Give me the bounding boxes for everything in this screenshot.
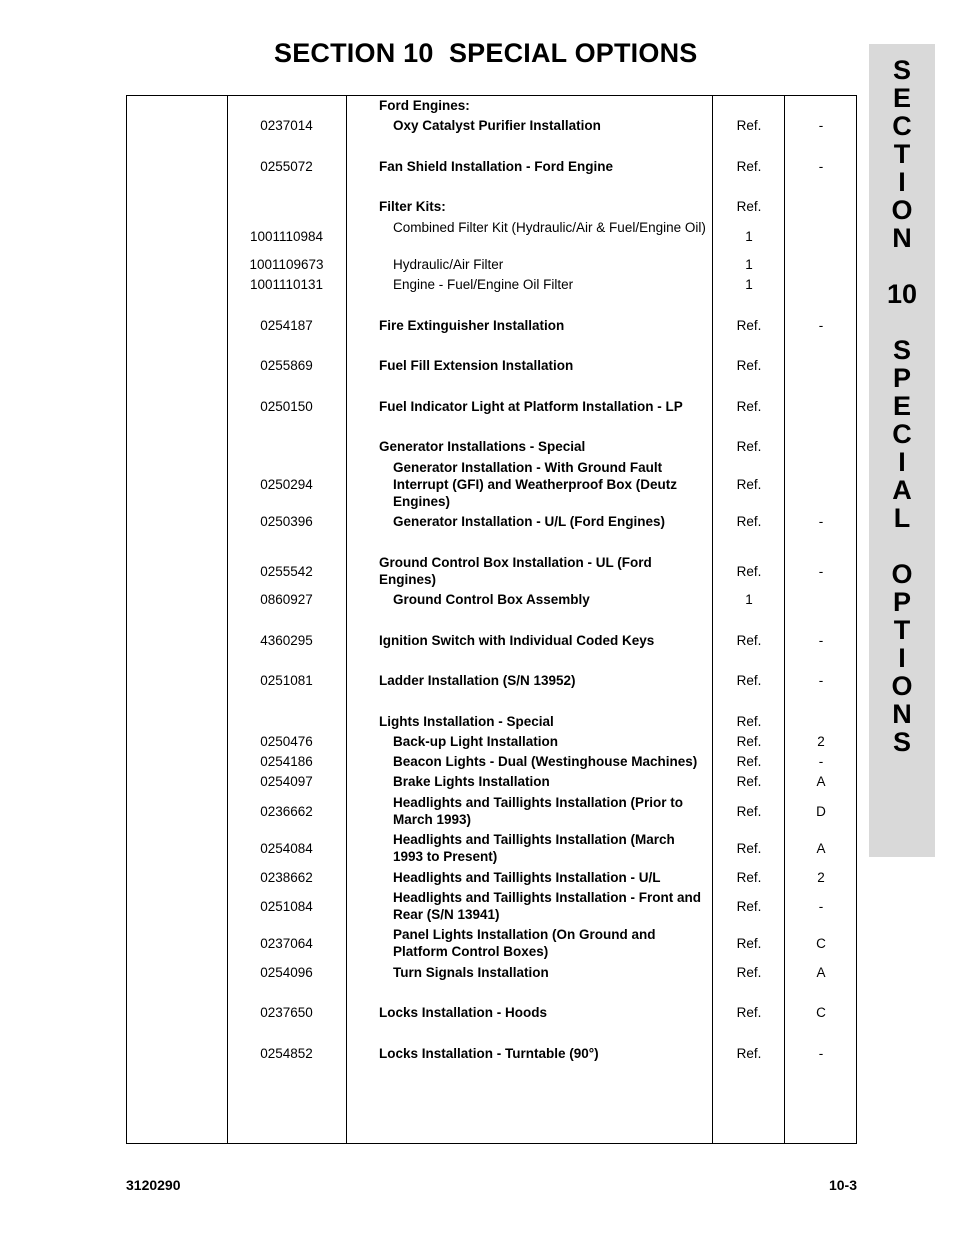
part-description: Generator Installation - With Ground Fault Interrupt (GFI) and Weatherproof Box (Deutz Engines) [393,460,677,509]
quantity: Ref. [736,118,762,133]
quantity: Ref. [736,358,762,373]
part-number: 1001110984 [249,228,324,244]
parts-table [126,95,857,1144]
part-description: Panel Lights Installation (On Ground and Platform Control Boxes) [393,927,656,959]
part-number: 0250396 [260,514,313,529]
part-description: Headlights and Taillights Installation (March 1993 to Present) [393,832,675,864]
quantity: Ref. [736,734,762,749]
part-description: Locks Installation - Hoods [379,1005,548,1020]
side-tab-letter: T [893,615,911,645]
part-description: Headlights and Taillights Installation - Front and Rear (S/N 13941) [393,890,702,922]
part-description: Ignition Switch with Individual Coded Keys [379,633,655,648]
part-number: 0254084 [260,840,313,856]
quantity: Ref. [736,159,762,174]
part-number: 0255072 [260,159,313,174]
side-tab-letter: I [898,643,906,673]
part-number: 0250476 [260,734,313,749]
part-number: 1001109673 [249,257,324,272]
quantity: Ref. [736,439,762,454]
quantity: Ref. [736,514,762,529]
remarks: - [818,514,824,529]
remarks: - [818,754,824,769]
remarks: A [816,965,826,980]
part-number: 0254096 [260,965,313,980]
quantity: Ref. [736,1046,762,1061]
side-tab-letter: 10 [886,279,918,309]
side-tab-letter: N [892,223,912,253]
part-number: 4360295 [260,633,313,648]
part-number: 0251081 [260,673,313,688]
page-title: SECTION 10 SPECIAL OPTIONS [274,38,698,68]
part-description: Headlights and Taillights Installation (Prior to March 1993) [393,795,684,827]
document-number: 3120290 [126,1177,181,1193]
quantity: Ref. [736,870,762,885]
side-tab-letter: S [892,727,911,757]
quantity: 1 [745,592,753,607]
side-tab-letter: N [892,699,912,729]
quantity: Ref. [736,840,762,856]
side-tab-letter: I [898,167,906,197]
part-number: 0255542 [260,563,313,579]
remarks: - [818,118,824,133]
side-tab-letter: A [892,475,912,505]
part-number: 1001110131 [249,277,324,292]
remarks: - [818,673,824,688]
part-description: Ladder Installation (S/N 13952) [379,673,576,688]
part-number: 0237064 [260,935,313,951]
remarks: A [816,840,826,856]
side-tab-letter: C [892,419,912,449]
part-number: 0254097 [260,774,313,789]
part-description: Fan Shield Installation - Ford Engine [379,159,614,174]
part-number: 0860927 [260,592,313,607]
side-tab-letter: C [892,111,912,141]
remarks: - [818,633,824,648]
part-description: Fuel Fill Extension Installation [379,358,574,373]
part-description: Headlights and Taillights Installation - U/L [393,870,661,885]
column-divider [712,96,713,1143]
part-description: Combined Filter Kit (Hydraulic/Air & Fuel/Engine Oil) [393,220,706,235]
quantity: Ref. [736,754,762,769]
part-description: Engine - Fuel/Engine Oil Filter [393,277,574,292]
part-description: Lights Installation - Special [379,714,554,729]
quantity: Ref. [736,563,762,579]
quantity: Ref. [736,774,762,789]
part-number: 0251084 [260,898,313,914]
part-number: 0254187 [260,318,313,333]
part-number: 0237014 [260,118,313,133]
quantity: 1 [745,228,753,244]
part-description: Generator Installation - U/L (Ford Engines) [393,514,666,529]
remarks: - [818,898,824,914]
side-tab-letter: O [891,559,913,589]
side-tab-letter: P [892,587,911,617]
column-divider [346,96,347,1143]
side-tab-letter: E [892,83,911,113]
remarks: - [818,159,824,174]
part-description: Generator Installations - Special [379,439,586,454]
side-tab-letter: E [892,391,911,421]
part-description: Fuel Indicator Light at Platform Installation - LP [379,399,683,414]
part-description: Ground Control Box Assembly [393,592,590,607]
section-side-tab [869,44,935,857]
quantity: Ref. [736,965,762,980]
part-description: Ford Engines: [379,98,470,113]
remarks: 2 [817,734,825,749]
part-description: Ground Control Box Installation - UL (Ford Engines) [379,555,652,587]
quantity: Ref. [736,477,762,492]
quantity: Ref. [736,1005,762,1020]
side-tab-letter: I [898,447,906,477]
side-tab-letter: S [892,55,911,85]
side-tab-letter: L [893,503,911,533]
part-number: 0255869 [260,358,313,373]
part-description: Hydraulic/Air Filter [393,257,504,272]
side-tab-letter: O [891,195,913,225]
quantity: Ref. [736,399,762,414]
remarks: - [818,318,824,333]
part-number: 0250150 [260,399,313,414]
part-description: Back-up Light Installation [393,734,559,749]
remarks: C [816,935,826,951]
remarks: C [816,1005,826,1020]
part-number: 0236662 [260,803,313,819]
quantity: Ref. [736,935,762,951]
page-number: 10-3 [828,1177,857,1193]
quantity: 1 [745,257,753,272]
remarks: A [816,774,826,789]
part-number: 0238662 [260,870,313,885]
side-tab-letter: S [892,335,911,365]
part-description: Fire Extinguisher Installation [379,318,565,333]
quantity: Ref. [736,714,762,729]
side-tab-letter: O [891,671,913,701]
quantity: Ref. [736,803,762,819]
part-description: Brake Lights Installation [393,774,550,789]
column-divider [227,96,228,1143]
part-number: 0250294 [260,477,313,492]
column-divider [784,96,785,1143]
quantity: Ref. [736,199,762,214]
part-description: Oxy Catalyst Purifier Installation [393,118,601,133]
remarks: 2 [817,870,825,885]
part-description: Beacon Lights - Dual (Westinghouse Machines) [393,754,698,769]
quantity: Ref. [736,318,762,333]
part-number: 0237650 [260,1005,313,1020]
quantity: Ref. [736,633,762,648]
part-description: Turn Signals Installation [393,965,549,980]
quantity: Ref. [736,898,762,914]
part-description: Locks Installation - Turntable (90°) [379,1046,599,1061]
side-tab-letter: T [893,139,911,169]
quantity: Ref. [736,673,762,688]
quantity: 1 [745,277,753,292]
part-number: 0254852 [260,1046,313,1061]
remarks: - [818,1046,824,1061]
remarks: - [818,563,824,579]
part-description: Filter Kits: [379,199,446,214]
side-tab-letter: P [892,363,911,393]
part-number: 0254186 [260,754,313,769]
remarks: D [816,803,826,819]
